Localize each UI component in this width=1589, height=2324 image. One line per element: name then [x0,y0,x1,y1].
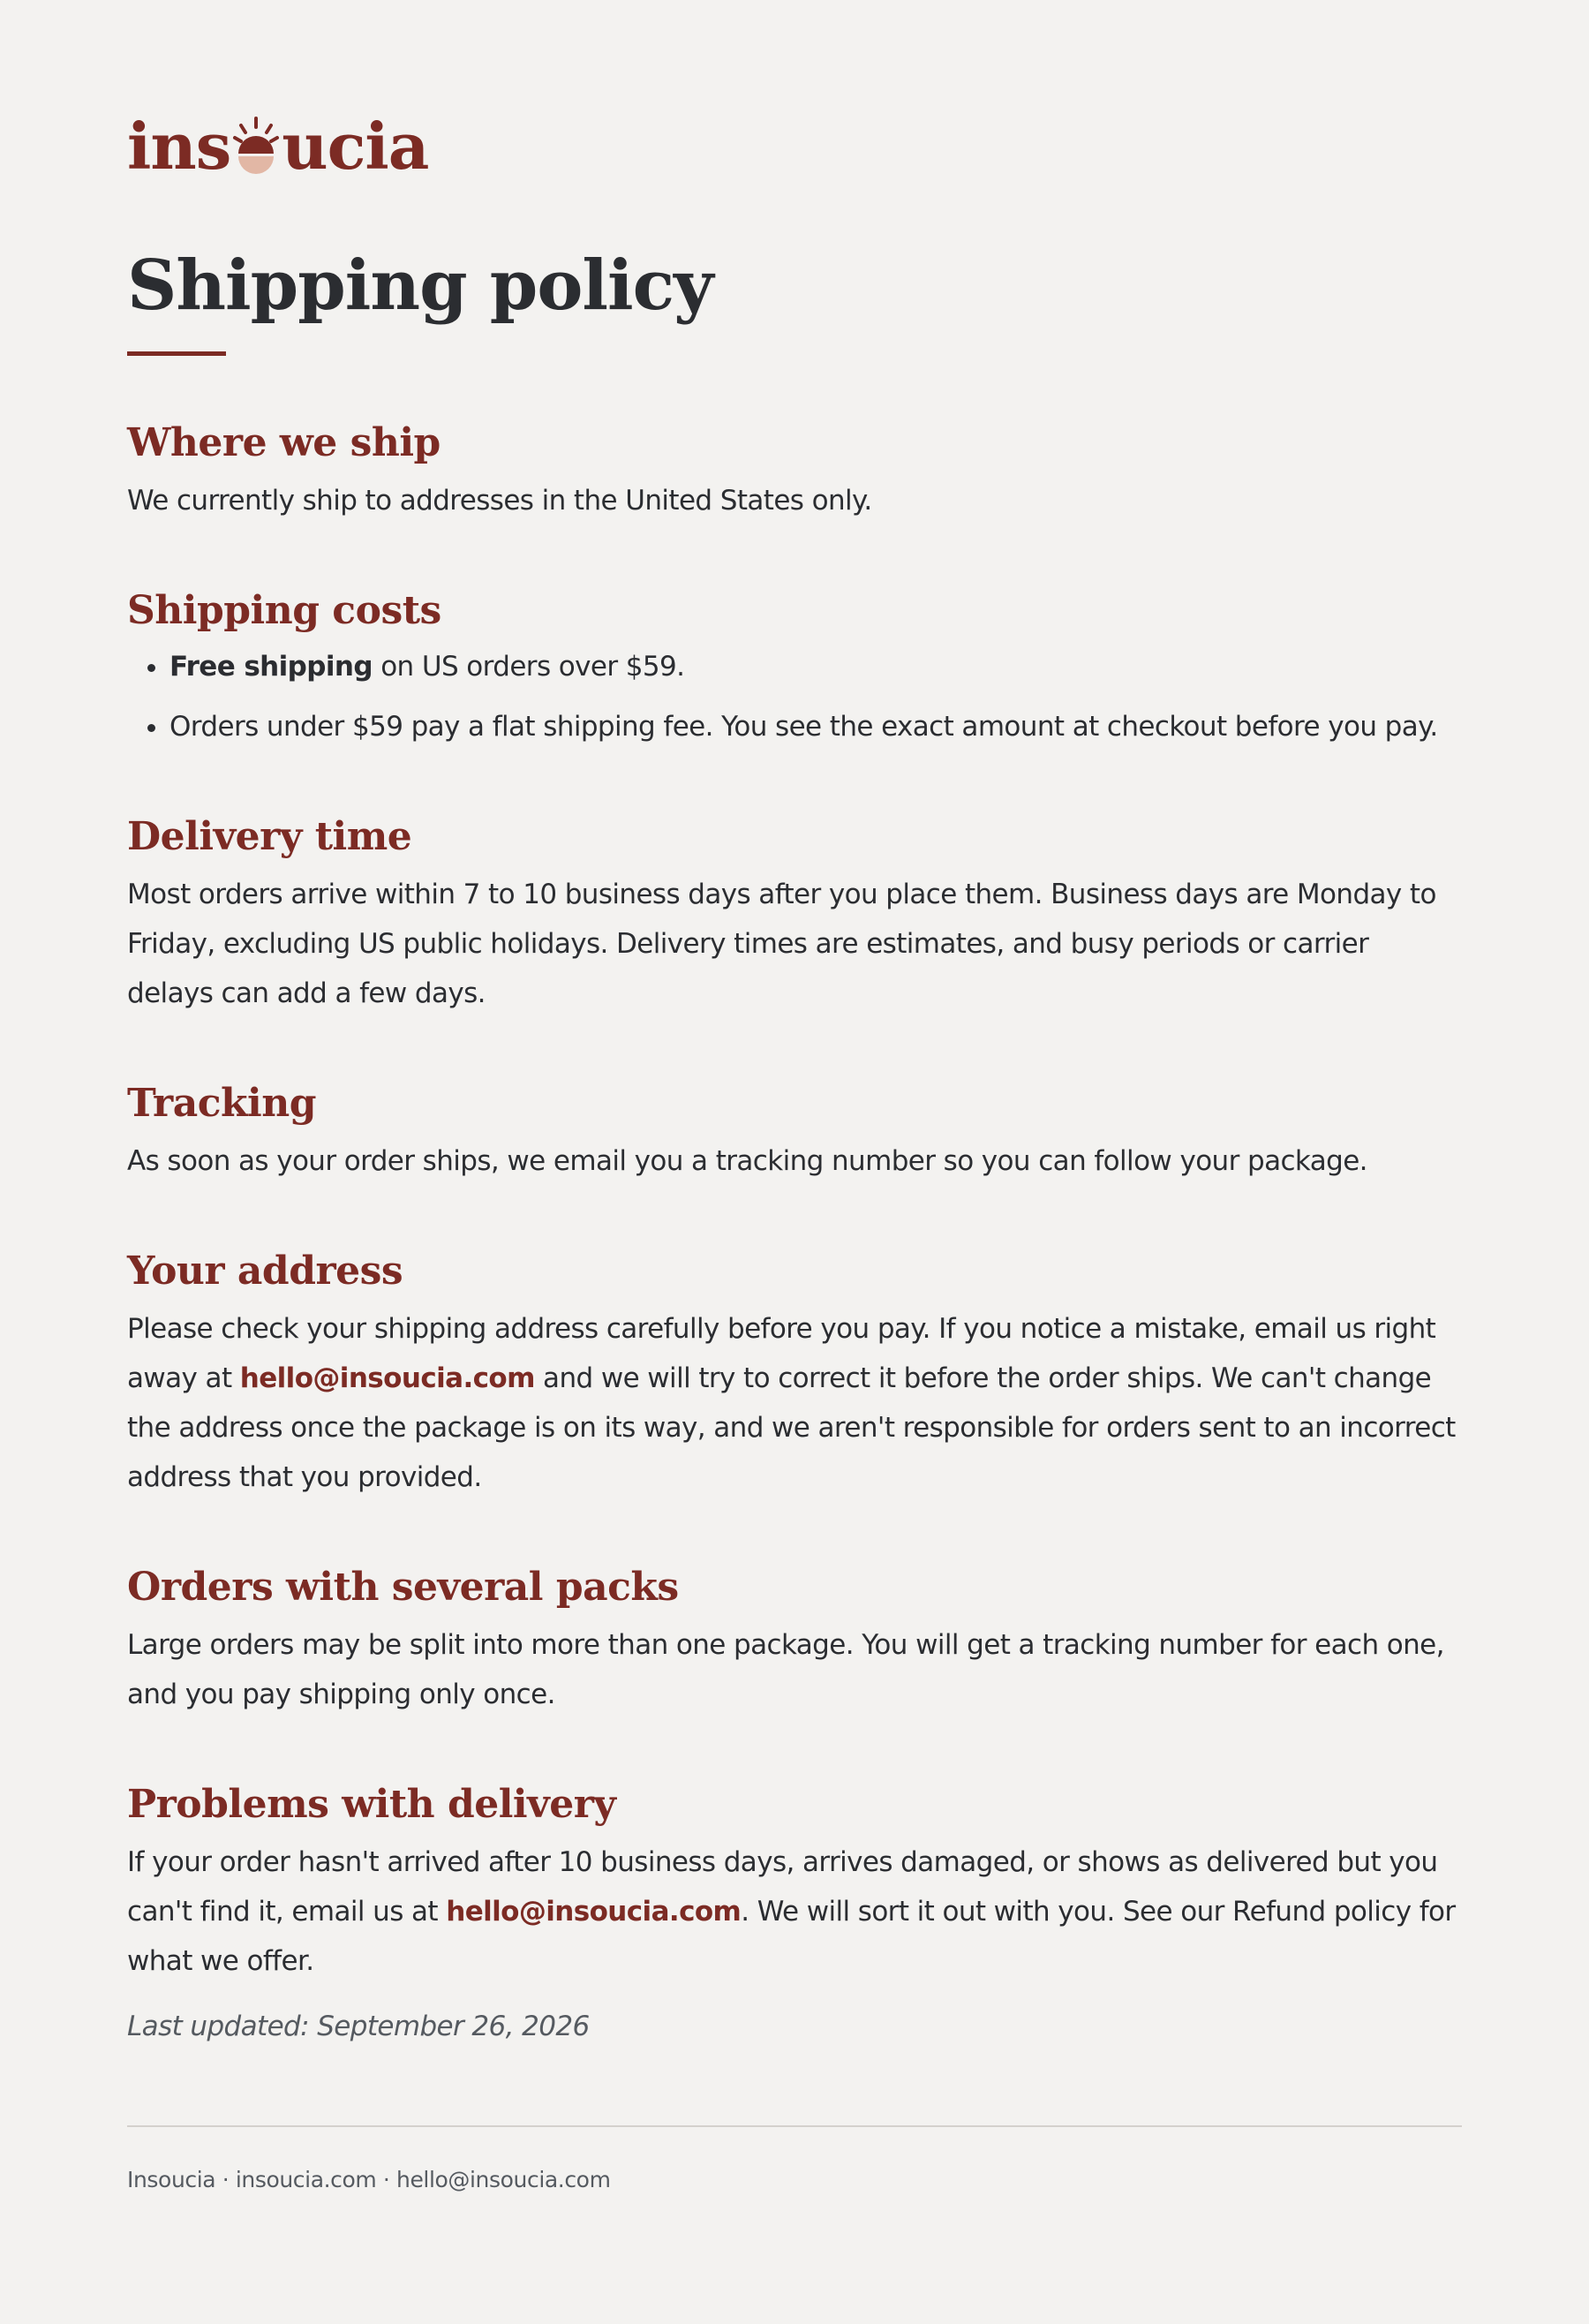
email-link[interactable]: hello@insoucia.com [446,1896,742,1928]
policy-page [127,0,1462,2196]
sun-icon [232,115,280,178]
footer-email-link[interactable]: hello@insoucia.com [396,2167,611,2192]
footer-separator: · [376,2167,396,2192]
text-before-email: If your order hasn't arrived after 10 business days, arrives damaged, or shows as delivered but you can't find it, email us at [127,1846,1438,1928]
section-heading: Problems with delivery [127,1782,616,1827]
free-shipping-label: Free shipping [169,651,373,683]
text-after-email: . We will sort it out with you. See our Refund policy for what we offer. [127,1896,1456,1977]
footer-separator: · [215,2167,236,2192]
section-text: As soon as your order ships, we email you a tracking number so you can follow your package. [127,1145,1367,1177]
section-problems-delivery [127,1777,1462,2051]
logo-text-right: ucia [282,109,429,184]
section-delivery-time [127,810,1462,1018]
section-heading: Delivery time [127,814,412,859]
title-underline [127,351,226,356]
list-item-text: Orders under $59 pay a flat shipping fee. You see the exact amount at checkout before you pay. [169,711,1438,743]
text-before-email: Please check your shipping address carefully before you pay. If you notice a mistake, email us right away at [127,1313,1436,1394]
list-item [169,642,1462,691]
footer [127,2164,1462,2196]
footer-brand: Insoucia [127,2167,216,2192]
section-your-address [127,1244,1462,1502]
logo-text-left: ins [127,109,231,184]
footer-site-link[interactable]: insoucia.com [235,2167,377,2192]
section-text: Large orders may be split into more than one package. You will get a tracking number for each one, and you pay shipping only once. [127,1629,1444,1710]
section-text [127,1837,1462,1986]
list-item-text: on US orders over $59. [372,651,685,683]
brand-logo[interactable] [127,108,1462,184]
section-several-packs [127,1560,1462,1719]
costs-list [127,642,1462,751]
section-text: Most orders arrive within 7 to 10 business days after you place them. Business days are Monday to Friday, excluding US public holidays. Delivery times are estimates, and busy periods or carrier delays can add a few days. [127,879,1436,1009]
page-title: Shipping policy [127,245,713,326]
section-heading: Orders with several packs [127,1565,679,1610]
text-after-email: and we will try to correct it before the order ships. We can't change the address once the package is on its way, and we aren't responsible for orders sent to an incorrect address that you provided. [127,1362,1456,1493]
section-shipping-costs [127,584,1462,751]
email-link[interactable]: hello@insoucia.com [239,1362,535,1394]
section-text [127,1304,1462,1502]
section-heading: Where we ship [127,420,441,465]
section-heading: Tracking [127,1081,316,1126]
section-tracking [127,1076,1462,1186]
list-item [169,702,1462,751]
section-where-we-ship [127,416,1462,525]
section-heading: Shipping costs [127,588,441,633]
footer-divider [127,2125,1462,2127]
section-heading: Your address [127,1249,403,1294]
section-text: We currently ship to addresses in the United States only. [127,485,872,517]
last-updated: Last updated: September 26, 2026 [127,2011,590,2042]
